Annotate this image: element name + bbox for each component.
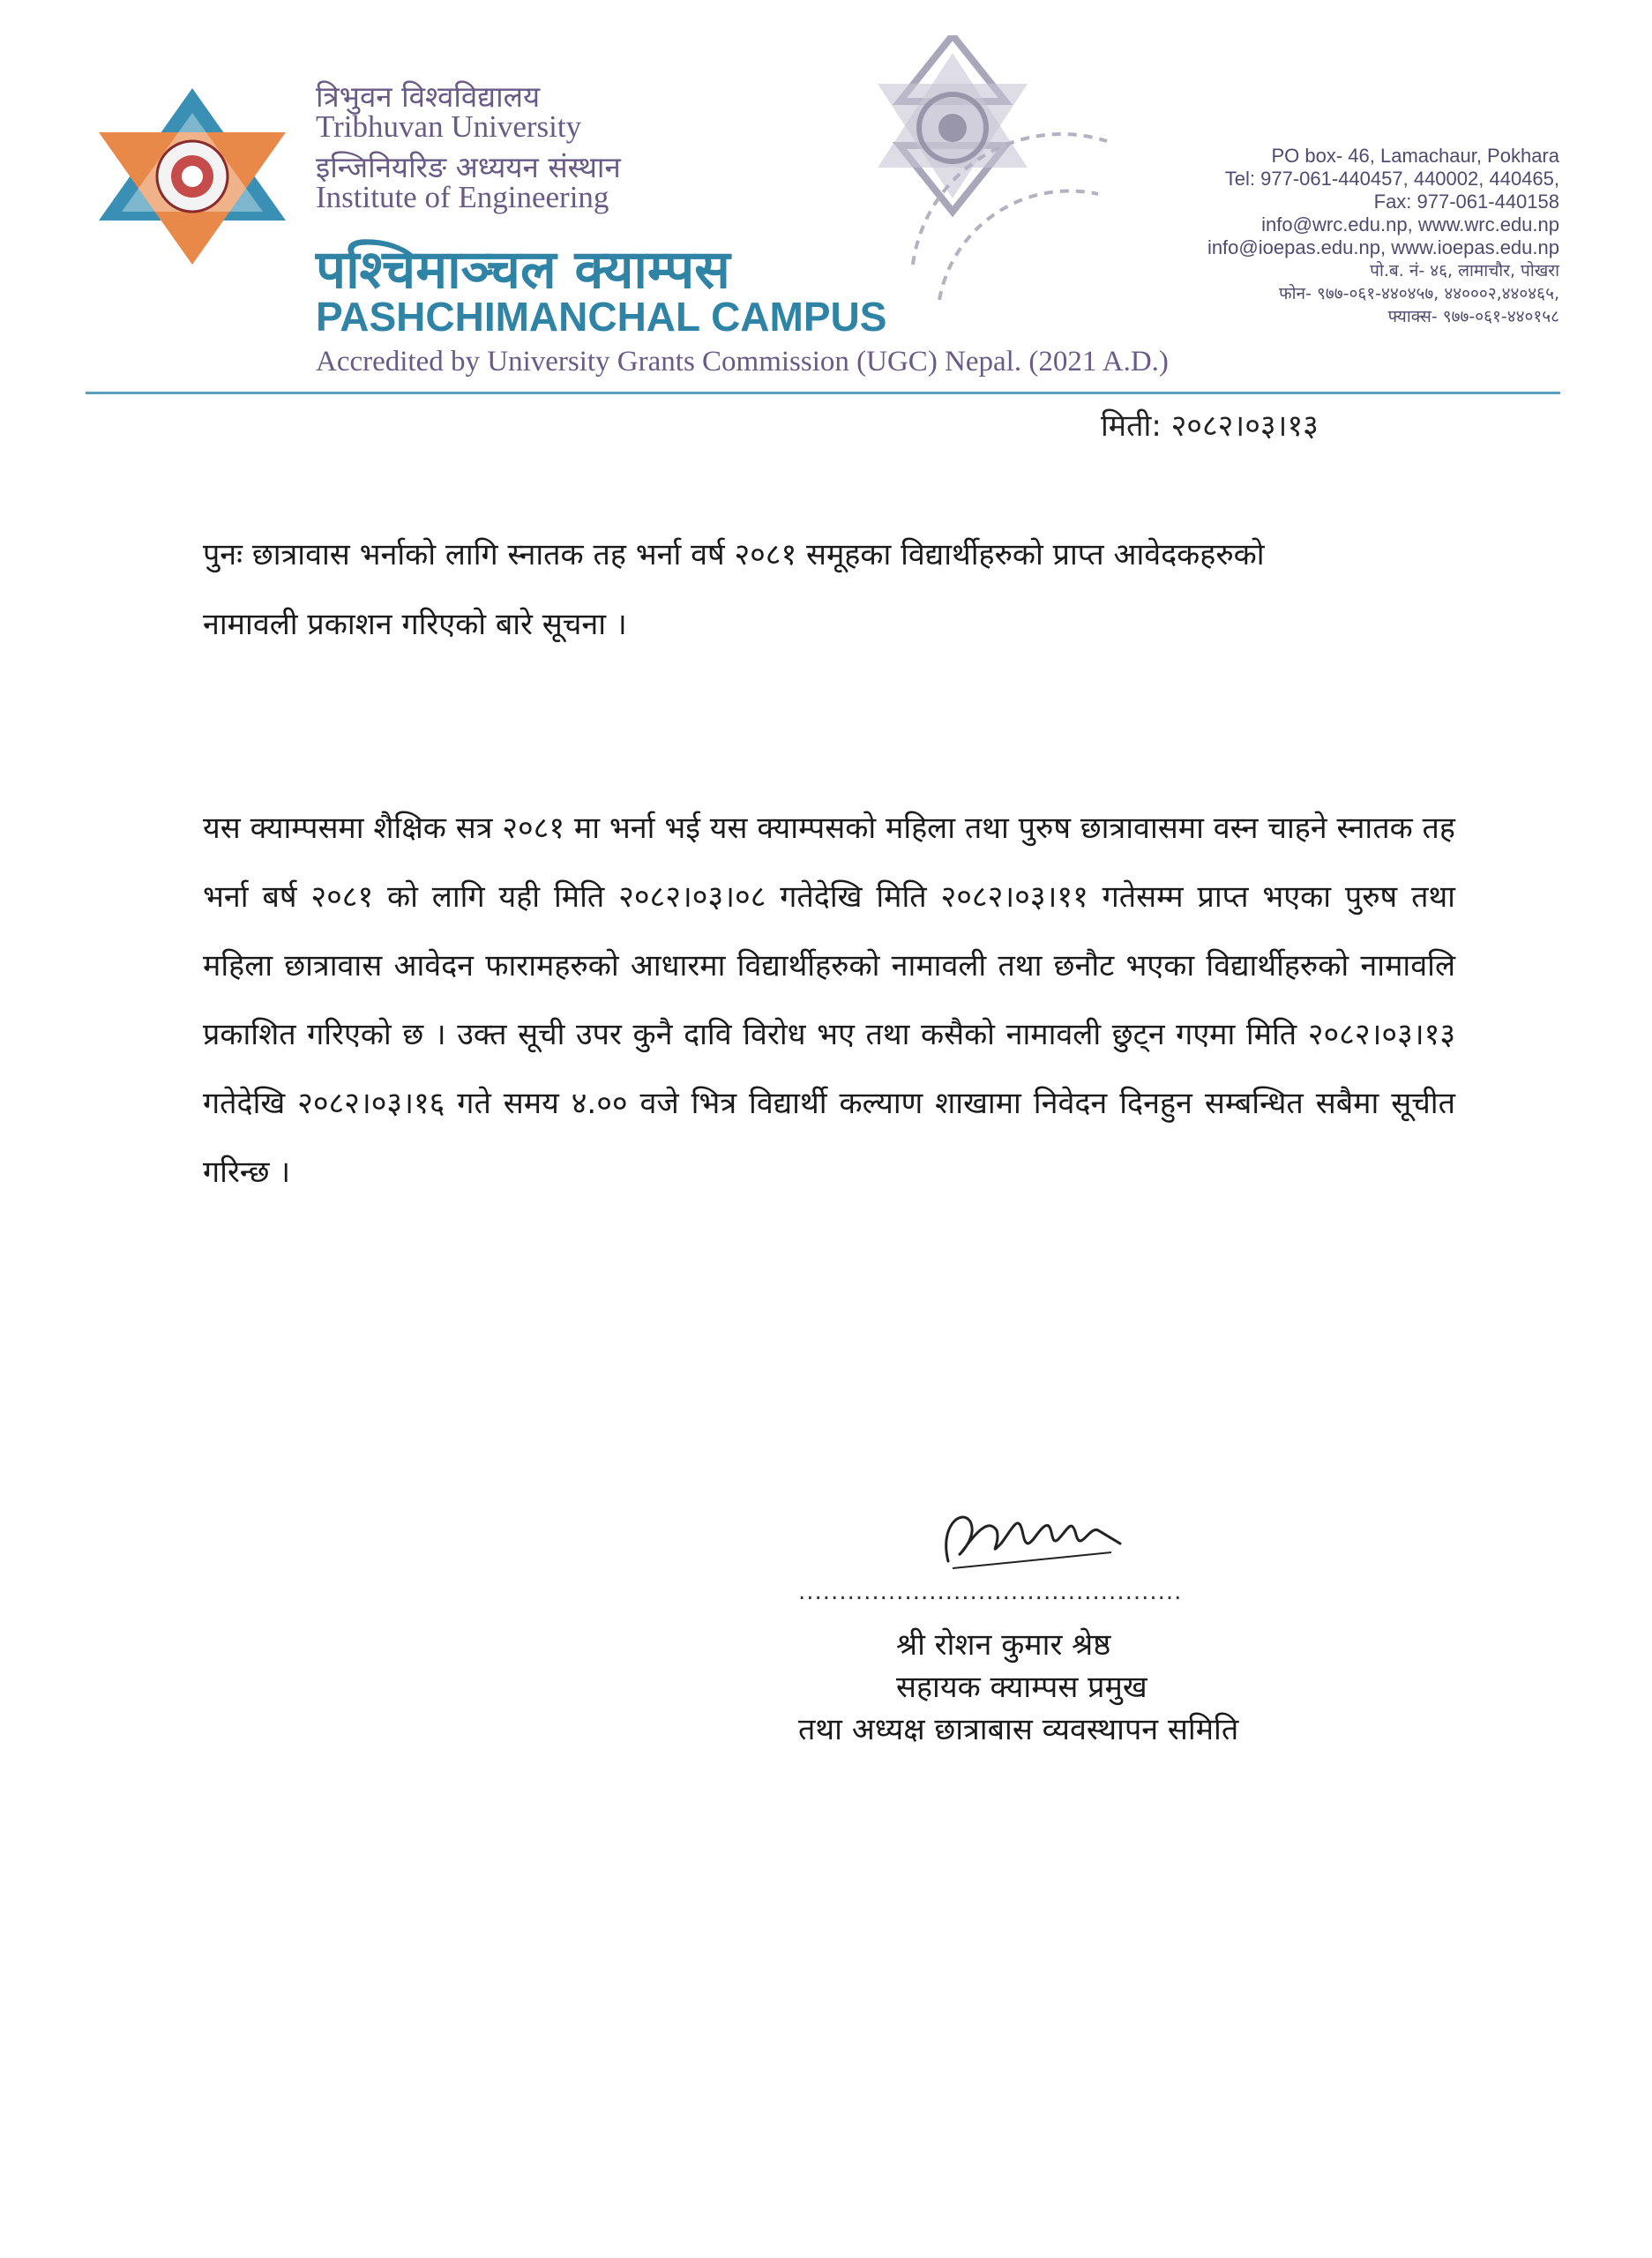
contact-fax: Fax: 977-061-440158 <box>1373 191 1559 213</box>
university-name-nepali: त्रिभुवन विश्वविद्यालय <box>316 79 541 114</box>
contact-fax-nepali: फ्याक्स- ९७७-०६१-४४०१५८ <box>1387 307 1559 326</box>
signatory-name: श्री रोशन कुमार श्रेष्ठ <box>896 1627 1111 1663</box>
header-divider <box>86 392 1560 394</box>
contact-web-ioepas: info@ioepas.edu.np, www.ioepas.edu.np <box>1207 236 1559 258</box>
campus-name-nepali: पश्चिमाञ्चल क्याम्पस <box>316 239 730 301</box>
institute-name-english: Institute of Engineering <box>316 180 609 214</box>
signatory-title: सहायक क्याम्पस प्रमुख <box>896 1670 1147 1705</box>
handwritten-signature <box>935 1491 1129 1579</box>
institute-name-nepali: इन्जिनियरिङ अध्ययन संस्थान <box>316 150 621 184</box>
campus-seal-stamp <box>860 35 1125 326</box>
contact-address-nepali: पो.ब. नं- ४६, लामाचौर, पोखरा <box>1370 261 1559 280</box>
accreditation-line: Accredited by University Grants Commission (UGC) Nepal. (2021 A.D.) <box>316 346 1169 378</box>
notice-body: यस क्याम्पसमा शैक्षिक सत्र २०८१ मा भर्ना भई यस क्याम्पसको महिला तथा पुरुष छात्रावासमा वस्न चाहने स्नातक तह भर्ना बर्ष २०८१ को लागि यही मिति २०८२।०३।०८ गतेदेखि मिति २०८२।०३।११ गतेसम्म प्राप्त भएका पुरुष तथा महिला छात्रावास आवेदन फारामहरुको आधारमा विद्यार्थीहरुको नामावली तथा छनौट भएका विद्यार्थीहरुको नामावलि प्रकाशित गरिएको छ । उक्त सूची उपर कुनै दावि विरोध भए तथा कसैको नामावली छुट्न गएमा मिति २०८२।०३।१३ गतेदेखि २०८२।०३।१६ गते समय ४.०० वजे भित्र विद्यार्थी कल्याण शाखामा निवेदन दिनहुन सम्बन्धित सबैमा सूचीत गरिन्छ । <box>203 811 1455 1190</box>
contact-po-box: PO box- 46, Lamachaur, Pokhara <box>1271 145 1559 167</box>
contact-info <box>1207 145 1559 328</box>
university-name-english: Tribhuvan University <box>316 109 582 144</box>
notice-subject <box>203 520 1455 660</box>
subject-line-2: नामावली प्रकाशन गरिएको बारे सूचना । <box>203 607 627 642</box>
contact-web-wrc: info@wrc.edu.np, www.wrc.edu.np <box>1261 213 1559 236</box>
contact-phone-nepali: फोन- ९७७-०६१-४४०४५७, ४४०००२,४४०४६५, <box>1278 284 1559 303</box>
signatory-committee: तथा अध्यक्ष छात्राबास व्यवस्थापन समिति <box>798 1712 1239 1747</box>
signature-dotted-line: ............................................... <box>798 1579 1183 1605</box>
campus-name-english: PASHCHIMANCHAL CAMPUS <box>316 294 887 340</box>
subject-line-1: पुनः छात्रावास भर्नाको लागि स्नातक तह भर्ना वर्ष २०८१ समूहका विद्यार्थीहरुको प्राप्त आवेदकहरुको <box>203 537 1265 572</box>
contact-tel: Tel: 977-061-440457, 440002, 440465, <box>1224 168 1559 190</box>
notice-date: मिती: २०८२।०३।१३ <box>1101 408 1319 444</box>
university-logo <box>99 88 286 265</box>
